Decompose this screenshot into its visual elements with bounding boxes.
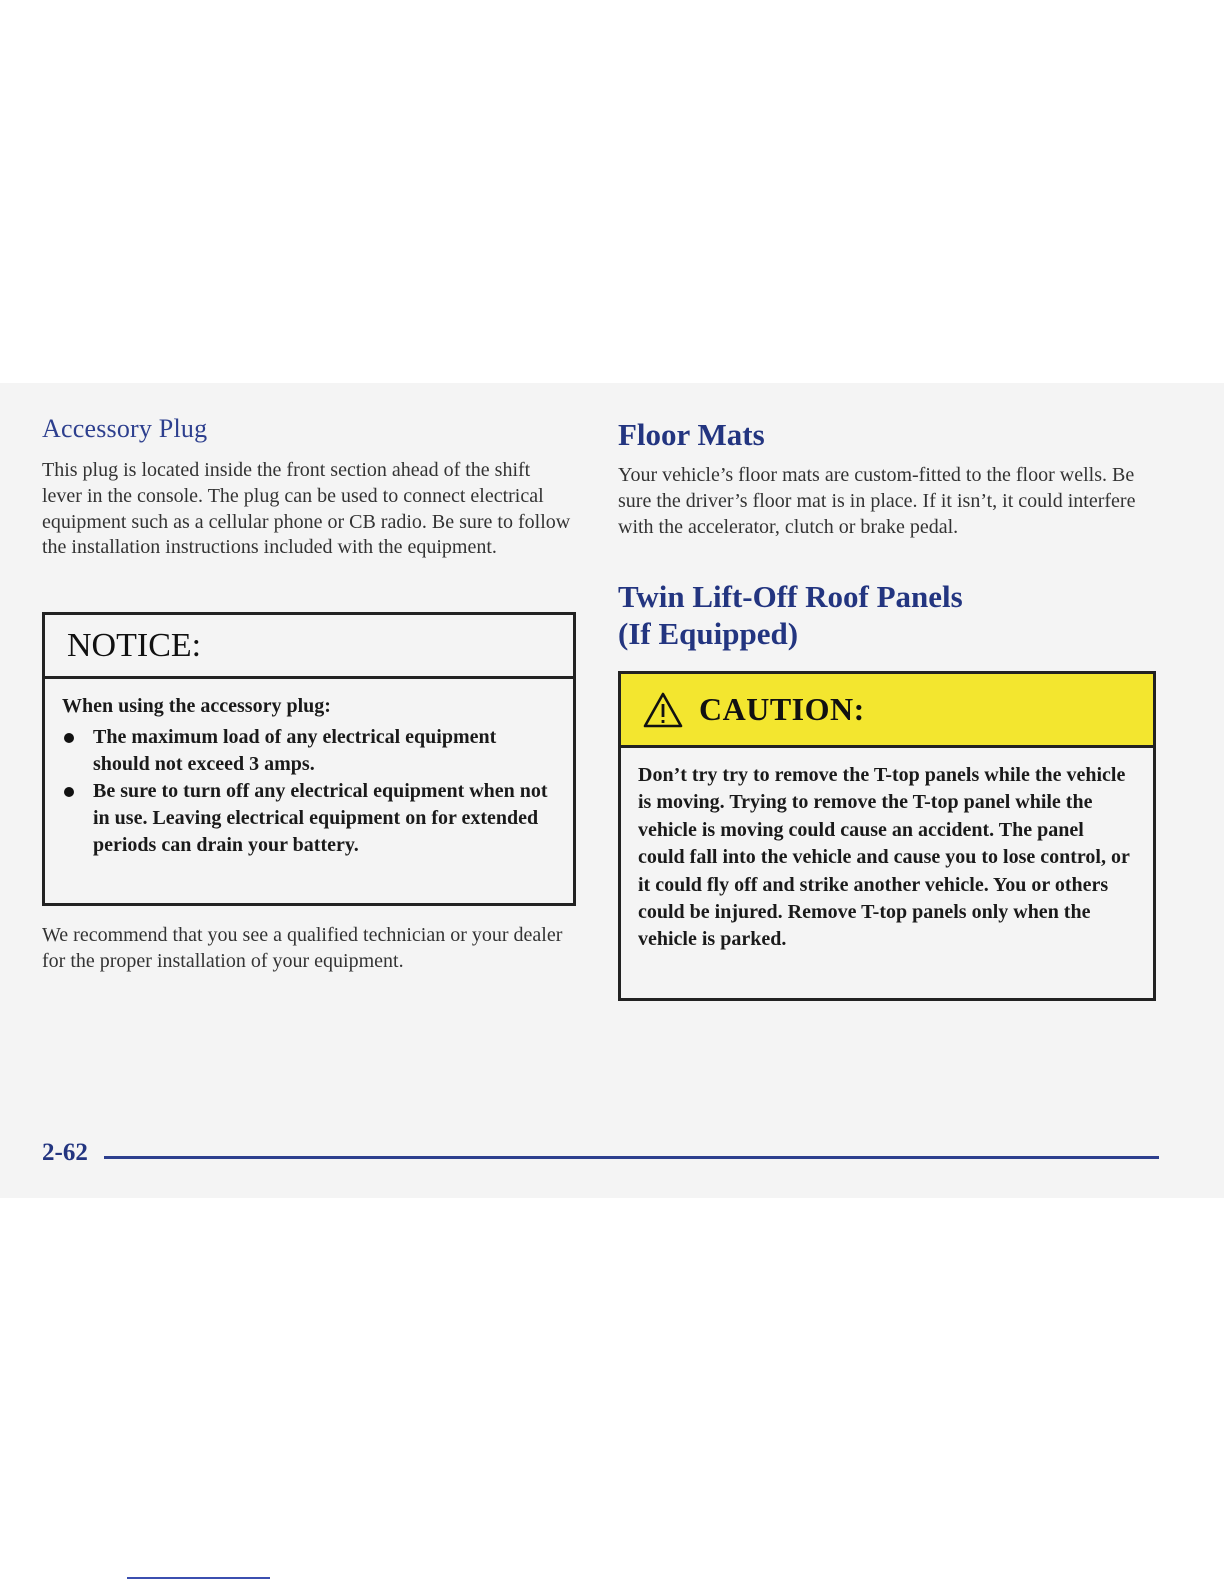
notice-lead: When using the accessory plug: [62, 695, 331, 717]
roof-panels-heading [618, 578, 1158, 652]
warning-triangle-icon [643, 692, 683, 728]
page-number: 2-62 [42, 1139, 88, 1166]
notice-body [45, 679, 573, 859]
caution-box [618, 671, 1156, 1001]
notice-item-text: Be sure to turn off any electrical equipment when not in use. Leaving electrical equipment on for extended periods can drain your battery. [93, 780, 548, 856]
notice-item [62, 724, 555, 778]
notice-list [62, 724, 555, 859]
caution-text: Don’t try try to remove the T-top panels while the vehicle is moving. Trying to remove the T-top panel while the vehicle is moving could cause an accident. The panel could fall into the vehicle and cause you to lose control, or it could fly off and strike another vehicle. You or others could be injured. Remove T-top panels only when the vehicle is parked. [638, 764, 1130, 951]
recommend-text: We recommend that you see a qualified technician or your dealer for the proper installation of your equipment. [42, 924, 563, 972]
footer-rule [104, 1156, 1159, 1159]
notice-title: NOTICE: [45, 615, 573, 679]
notice-box [42, 612, 576, 906]
notice-item [62, 778, 555, 859]
roof-panels-heading-line2: (If Equipped) [618, 616, 799, 651]
caution-header [621, 674, 1153, 748]
floor-mats-text: Your vehicle’s floor mats are custom-fitted to the floor wells. Be sure the driver’s floor mat is in place. If it isn’t, it could interfere with the accelerator, clutch or brake pedal. [618, 464, 1136, 538]
caution-title: CAUTION: [699, 691, 865, 727]
bottom-underline [127, 1577, 270, 1579]
floor-mats-heading: Floor Mats [618, 417, 765, 452]
accessory-plug-text: This plug is located inside the front section ahead of the shift lever in the console. The plug can be used to connect electrical equipment such as a cellular phone or CB radio. Be sure to follow the installation instructions included with the equipment. [42, 459, 571, 559]
accessory-plug-heading: Accessory Plug [42, 414, 208, 443]
bullet-icon [64, 787, 74, 797]
bullet-icon [64, 733, 74, 743]
notice-item-text: The maximum load of any electrical equipment should not exceed 3 amps. [93, 726, 497, 775]
roof-panels-heading-line1: Twin Lift-Off Roof Panels [618, 579, 963, 614]
